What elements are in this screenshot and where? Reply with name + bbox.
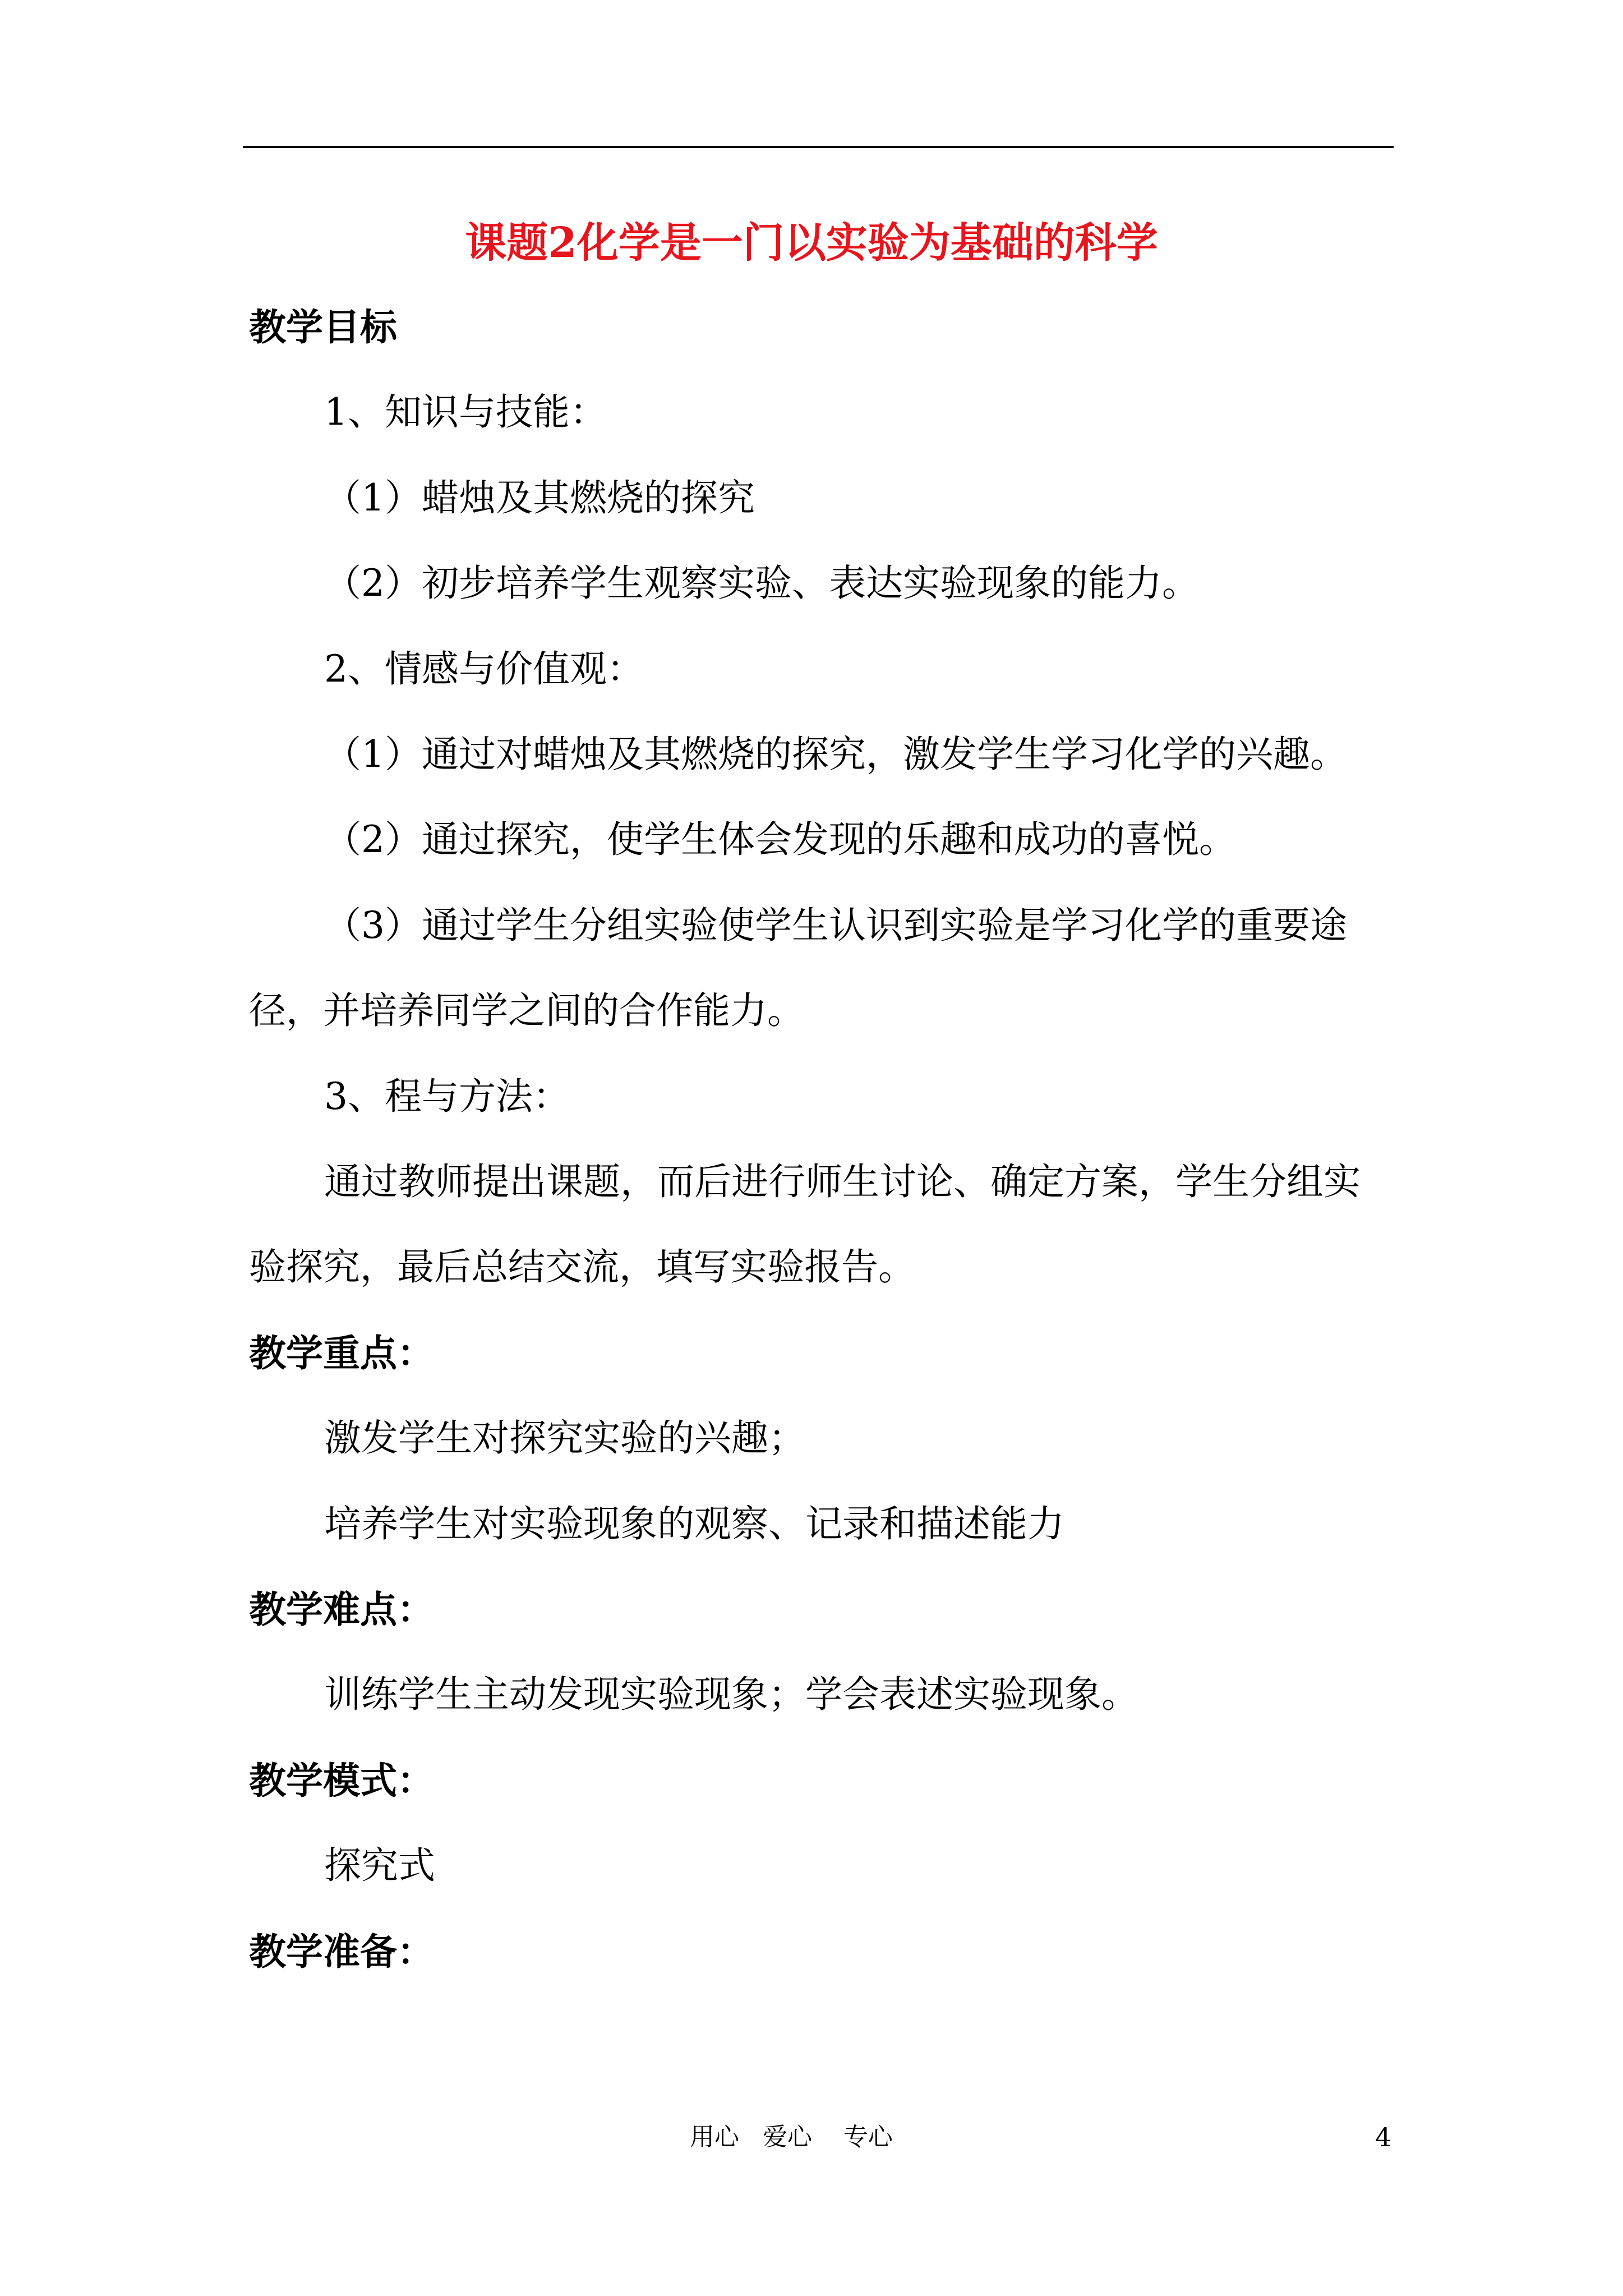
method-line-1: 通过教师提出课题，而后进行师生讨论、确定方案，学生分组实	[324, 1160, 1361, 1203]
difficulty-item-1: 训练学生主动发现实验现象；学会表述实验现象。	[324, 1673, 1138, 1716]
emotion-item-1: （1）通过对蜡烛及其燃烧的探究，激发学生学习化学的兴趣。	[324, 733, 1347, 776]
header-rule	[243, 146, 1394, 148]
key-point-2: 培养学生对实验现象的观察、记录和描述能力	[324, 1502, 1064, 1545]
knowledge-item-2: （2）初步培养学生观察实验、表达实验现象的能力。	[324, 562, 1199, 605]
page-number: 4	[1375, 2122, 1392, 2152]
emotion-label: 2、情感与价值观：	[324, 647, 644, 691]
method-line-2: 验探究，最后总结交流，填写实验报告。	[249, 1245, 915, 1289]
knowledge-item-1: （1）蜡烛及其燃烧的探究	[324, 476, 755, 519]
difficulty-heading: 教学难点：	[249, 1588, 434, 1631]
emotion-item-2: （2）通过探究，使学生体会发现的乐趣和成功的喜悦。	[324, 818, 1236, 861]
preparation-heading: 教学准备：	[249, 1930, 434, 1973]
key-points-heading: 教学重点：	[249, 1331, 434, 1375]
objectives-heading: 教学目标	[249, 305, 397, 349]
page-title: 课题2化学是一门以实验为基础的科学	[465, 219, 1158, 267]
mode-heading: 教学模式：	[249, 1759, 434, 1802]
footer-slogan: 用心 爱心 专心	[690, 2123, 893, 2151]
mode-item-1: 探究式	[324, 1844, 435, 1887]
emotion-item-3-line-2: 径，并培养同学之间的合作能力。	[249, 989, 804, 1032]
key-point-1: 激发学生对探究实验的兴趣；	[324, 1416, 805, 1460]
method-label: 3、程与方法：	[324, 1075, 570, 1118]
knowledge-label: 1、知识与技能：	[324, 390, 607, 434]
emotion-item-3-line-1: （3）通过学生分组实验使学生认识到实验是学习化学的重要途	[324, 904, 1347, 947]
